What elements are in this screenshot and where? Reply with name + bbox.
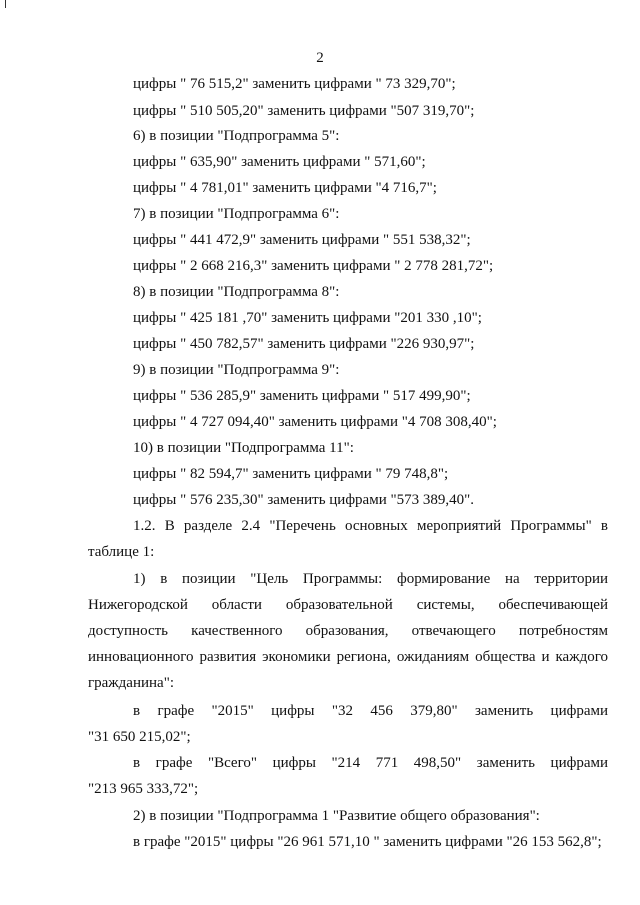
text-line: цифры " 536 285,9" заменить цифрами " 517 499,90"; xyxy=(133,388,471,404)
col-total-text: в графе "Всего" цифры "214 771 498,50" заменить цифрами xyxy=(133,755,608,771)
col-2015-text: в графе "2015" цифры "32 456 379,80" заменить цифрами xyxy=(133,703,608,719)
col-2015-text: "31 650 215,02"; xyxy=(88,729,191,745)
text-line: цифры " 441 472,9" заменить цифрами " 551 538,32"; xyxy=(133,232,471,248)
text-line: 10) в позиции "Подпрограмма 11": xyxy=(133,440,354,456)
text-line: 8) в позиции "Подпрограмма 8": xyxy=(133,284,340,300)
text-line: 6) в позиции "Подпрограмма 5": xyxy=(133,128,340,144)
item-1-text: доступность качественного образования, отвечающего потребностям xyxy=(88,623,608,639)
margin-mark xyxy=(5,0,6,8)
text-line: 9) в позиции "Подпрограмма 9": xyxy=(133,362,340,378)
item-2-text: 2) в позиции "Подпрограмма 1 "Развитие общего образования": xyxy=(133,808,540,824)
item-1-text: гражданина": xyxy=(88,675,174,691)
page-number: 2 xyxy=(316,50,324,66)
section-heading-cont: таблице 1: xyxy=(88,544,155,560)
section-heading: 1.2. В разделе 2.4 "Перечень основных мероприятий Программы" в xyxy=(133,518,608,534)
text-line: 7) в позиции "Подпрограмма 6": xyxy=(133,206,340,222)
text-line: цифры " 82 594,7" заменить цифрами " 79 748,8"; xyxy=(133,466,449,482)
item-1-text: инновационного развития экономики региона, ожиданиям общества и каждого xyxy=(88,649,608,665)
text-line: цифры " 76 515,2" заменить цифрами " 73 329,70"; xyxy=(133,76,456,92)
item-1-text: 1) в позиции "Цель Программы: формирование на территории xyxy=(133,571,608,587)
text-line: цифры " 635,90" заменить цифрами " 571,60"; xyxy=(133,154,426,170)
col-total-text: "213 965 333,72"; xyxy=(88,781,199,797)
text-line: цифры " 4 727 094,40" заменить цифрами "4 708 308,40"; xyxy=(133,414,497,430)
text-line: цифры " 425 181 ,70" заменить цифрами "201 330 ,10"; xyxy=(133,310,482,326)
text-line: цифры " 450 782,57" заменить цифрами "226 930,97"; xyxy=(133,336,475,352)
text-line: цифры " 576 235,30" заменить цифрами "573 389,40". xyxy=(133,492,474,508)
text-line: цифры " 510 505,20" заменить цифрами "507 319,70"; xyxy=(133,103,475,119)
text-line: цифры " 2 668 216,3" заменить цифрами " 2 778 281,72"; xyxy=(133,258,494,274)
text-line: цифры " 4 781,01" заменить цифрами "4 716,7"; xyxy=(133,180,437,196)
item-1-text: Нижегородской области образовательной системы, обеспечивающей xyxy=(88,597,608,613)
item-2-text: в графе "2015" цифры "26 961 571,10 " заменить цифрами "26 153 562,8"; xyxy=(133,834,602,850)
